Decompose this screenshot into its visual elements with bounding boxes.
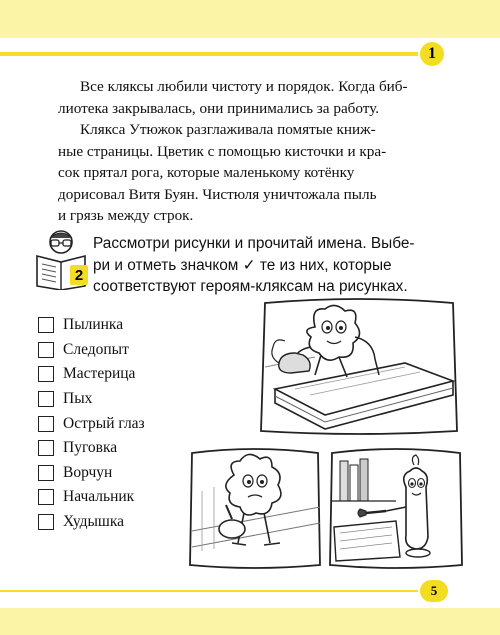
option-ostryi-glaz[interactable] [38, 411, 238, 436]
story-line: Клякса Утюжок разглаживала помятые книж- [80, 121, 376, 138]
checkbox[interactable] [38, 489, 54, 505]
checkbox[interactable] [38, 514, 54, 530]
checkbox[interactable] [38, 366, 54, 382]
checkbox[interactable] [38, 317, 54, 333]
option-pykh[interactable] [38, 387, 238, 412]
top-color-band [0, 0, 500, 38]
option-label: Пылинка [63, 316, 124, 334]
illustration-iron-blot [255, 297, 463, 437]
task-line: соответствуют героям-кляксам на рисунках. [93, 278, 408, 295]
task-number-badge: 2 [70, 265, 88, 285]
option-pylinka[interactable] [38, 313, 238, 338]
option-label: Худышка [63, 513, 125, 531]
bottom-divider [0, 590, 418, 592]
option-sledopyt[interactable] [38, 338, 238, 363]
option-label: Начальник [63, 488, 135, 506]
checkbox[interactable] [38, 440, 54, 456]
illustration-magnifier-blot [186, 447, 324, 570]
option-label: Ворчун [63, 463, 113, 481]
option-masteritsa[interactable] [38, 362, 238, 387]
option-label: Острый глаз [63, 414, 145, 432]
option-label: Следопыт [63, 340, 129, 358]
illustration-brush-blot [326, 447, 466, 570]
option-label: Пуговка [63, 439, 118, 457]
option-label: Мастерица [63, 365, 136, 383]
story-line: ные страницы. Цветик с помощью кисточки и кра- [58, 142, 387, 160]
top-divider [0, 52, 420, 56]
page-number: 5 [420, 580, 448, 602]
story-paragraph-2 [58, 119, 450, 227]
checkbox[interactable] [38, 391, 54, 407]
section-number-badge: 1 [418, 40, 446, 68]
checkbox[interactable] [38, 416, 54, 432]
story-paragraph-1 [58, 76, 450, 119]
story-line: Все кляксы любили чистоту и порядок. Когда биб- [80, 78, 408, 95]
checkbox[interactable] [38, 342, 54, 358]
task-line: Рассмотри рисунки и прочитай имена. Выбе- [93, 235, 415, 252]
checkbox[interactable] [38, 465, 54, 481]
story-line: дорисовал Витя Буян. Чистюля уничтожала пыль [58, 185, 377, 203]
story-text [58, 76, 450, 227]
story-line: сок прятал рога, которые маленькому котёнку [58, 164, 355, 181]
story-line: лиотека закрывалась, они принимались за работу. [58, 99, 380, 117]
bottom-color-band [0, 608, 500, 635]
task-line: ри и отметь значком ✓ те из них, которые [93, 256, 392, 274]
task-instruction [93, 233, 463, 298]
story-line: и грязь между строк. [58, 207, 194, 224]
option-label: Пых [63, 390, 93, 408]
